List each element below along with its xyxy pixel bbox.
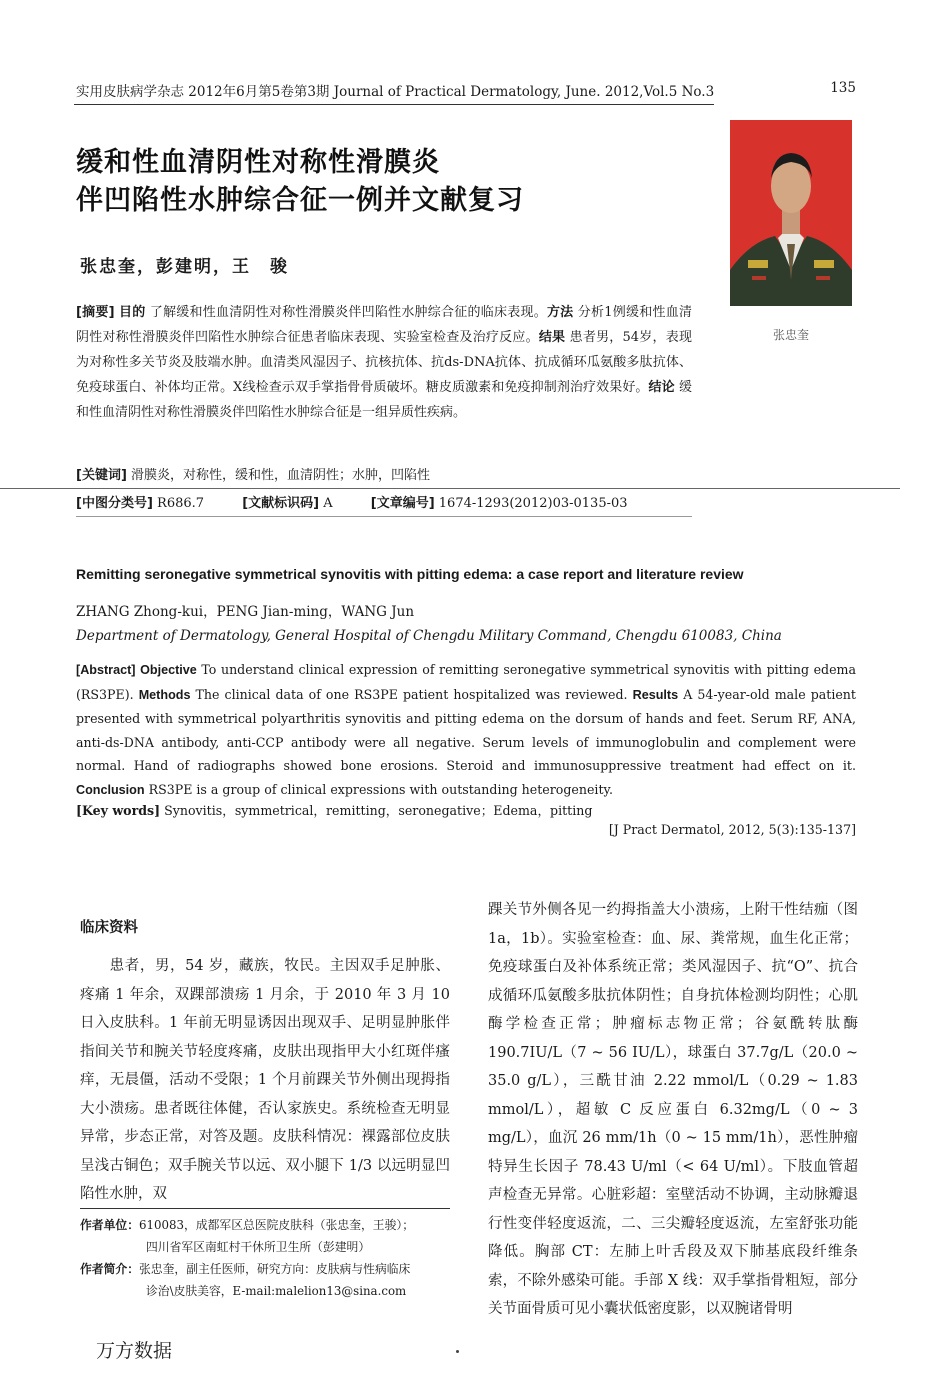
footnote-rule [80,1208,450,1209]
citation: [J Pract Dermatol, 2012, 5(3):135-137] [608,822,856,837]
chinese-keywords [76,464,692,483]
journal-line: 实用皮肤病学杂志 2012年6月第5卷第3期 Journal of Practical Dermatology, June. 2012,Vol.5 No.3 [76,84,715,100]
page-number: 135 [830,80,856,96]
results-text: A 54-year-old male patient presented with symmetrical polyarthritis synovitis and pitting edema on the dorsum of hands and feet. Serum RF, ANA, anti-ds-DNA antibody, anti-CCP antibody were all negative. Serum levels of immunoglobulin and complement were normal. Hand of radiographs showed bone erosions. Steroid and immunosuppressive treatment had effect on it. [76,686,856,773]
divider-rule-2 [76,516,692,517]
doc-code-value: A [323,496,333,511]
source-watermark: 万方数据 [96,1340,173,1362]
method-text: 分析1例缓和性血清阴性对称性滑膜炎伴凹陷性水肿综合征患者临床表现、实验室检查及治疗反应。 [76,305,692,345]
en-keywords-label: [Key words] [76,803,161,818]
keywords-label: [关键词] [76,468,127,483]
en-abstract-label: [Abstract] [76,663,136,677]
classification-line [76,492,696,511]
affiliation-label: 作者单位： [80,1218,139,1232]
header-rule [74,104,714,105]
body-column-right: 踝关节外侧各见一约拇指盖大小溃疡，上附干性结痂（图 1a，1b）。实验室检查：血、尿、粪常规，血生化正常；免疫球蛋白及补体系统正常；类风湿因子、抗“O”、抗合成循环瓜氨酸多肽抗体阴性；自身抗体检测均阴性；心肌酶学检查正常；肿瘤标志物正常；谷氨酰转肽酶 190.7IU/L（7 ~ 56 IU/L），球蛋白 37.7g/L（20.0 ~ 35.0 g/L），三酰甘油 2.22 mmol/L（0.29 ~ 1.83 mmol/L），超敏 C 反应蛋白 6.32mg/L（0 ~ 3 mg/L），血沉 26 mm/1h（0 ~ 15 mm/1h），恶性肿瘤特异生长因子 78.43 U/ml（< 64 U/ml）。下肢血管超声检查无异常。心脏彩超：室壁活动不协调，主动脉瓣退行性变伴轻度返流，二、三尖瓣轻度返流，左室舒张功能降低。胸部 CT：左肺上叶舌段及双下肺基底段纤维条索，不除外感染可能。手部 X 线：双手掌指骨粗短，部分关节面骨质可见小囊状低密度影，以双腕诸骨明 [488,902,858,1317]
conclusion-label: 结论 [648,380,675,395]
article-title [76,144,696,220]
english-title: Remitting seronegative symmetrical synovitis with pitting edema: a case report and literature review [76,566,744,582]
clc-value: R686.7 [157,496,205,511]
bio-line-1: 张忠奎，副主任医师，研究方向：皮肤病与性病临床 [139,1262,411,1276]
title-line-2: 伴凹陷性水肿综合征一例并文献复习 [76,185,524,216]
article-number-label: [文章编号] [370,496,435,511]
english-keywords [76,800,856,819]
methods-text: The clinical data of one RS3PE patient hospitalized was reviewed. [195,686,628,702]
photo-caption: 张忠奎 [772,328,809,342]
result-text: 患者男，54岁，表现为对称性多关节炎及肢端水肿。血清类风湿因子、抗核抗体、抗ds-DNA抗体、抗成循环瓜氨酸多肽抗体、免疫球蛋白、补体均正常。X线检查示双手掌指骨骨质破坏。糖皮质激素和免疫抑制剂治疗效果好。 [76,330,692,395]
divider-rule [0,488,900,489]
purpose-text: 了解缓和性血清阴性对称性滑膜炎伴凹陷性水肿综合征的临床表现。 [149,305,547,320]
en-keywords-text: Synovitis，symmetrical，remitting，seronegative；Edema，pitting [164,803,593,818]
section-heading: 临床资料 [80,920,138,936]
running-header [76,80,856,100]
english-authors: ZHANG Zhong-kui，PENG Jian-ming，WANG Jun [76,604,415,620]
title-line-1: 缓和性血清阴性对称性滑膜炎 [76,147,440,178]
body-left-text: 患者，男，54 岁，藏族，牧民。主因双手足肿胀、疼痛 1 年余，双踝部溃疡 1 月余，于 2010 年 3 月 10 日入皮肤科。1 年前无明显诱因出现双手、足明显肿胀伴指间关节和腕关节轻度疼痛，皮肤出现指甲大小红斑伴瘙痒，无晨僵，活动不受限；1 个月前踝关节外侧出现拇指大小溃疡。患者既往体健，否认家族史。系统检查无明显异常，步态正常，对答及题。皮肤科情况：裸露部位皮肤呈浅古铜色；双手腕关节以远、双小腿下 1/3 以远明显凹陷性水肿，双 [80,958,450,1202]
clc-label: [中图分类号] [76,496,153,511]
results-label: Results [632,687,679,702]
body-column-left [80,952,450,1209]
author-footnote [80,1214,460,1302]
conclusion-text: 缓和性血清阴性对称性滑膜炎伴凹陷性水肿综合征是一组异质性疾病。 [76,380,692,420]
english-department: Department of Dermatology, General Hospital of Chengdu Military Command, Chengdu 610083, China [76,628,782,644]
bio-line-2: 诊治\皮肤美容，E-mail:malelion13@sina.com [146,1284,407,1298]
en-conclusion-label: Conclusion [76,782,145,797]
result-label: 结果 [538,330,566,345]
methods-label: Methods [138,687,191,702]
affiliation-line-2: 四川省军区南虹村干休所卫生所（彭建明） [146,1240,371,1254]
objective-text: To understand clinical expression of remitting seronegative symmetrical synovitis with pitting edema (RS3PE). [76,662,856,702]
bio-label: 作者简介： [80,1262,139,1276]
abstract-label: [摘要] [76,305,115,320]
english-abstract [76,658,856,802]
method-label: 方法 [546,305,574,320]
author-list: 张忠奎，彭建明，王 骏 [80,257,289,277]
author-photo [730,120,852,306]
affiliation-line-1: 610083，成都军区总医院皮肤科（张忠奎，王骏）； [139,1218,415,1232]
chinese-abstract [76,300,692,425]
objective-label: Objective [140,663,197,677]
doc-code-label: [文献标识码] [242,496,320,511]
article-number-value: 1674-1293(2012)03-0135-03 [438,496,628,511]
scan-dot [456,1350,459,1353]
en-conclusion-text: RS3PE is a group of clinical expressions with outstanding heterogeneity. [148,781,613,797]
purpose-label: 目的 [118,305,146,320]
portrait-image [730,120,852,306]
keywords-text: 滑膜炎，对称性，缓和性，血清阴性；水肿，凹陷性 [131,468,431,483]
